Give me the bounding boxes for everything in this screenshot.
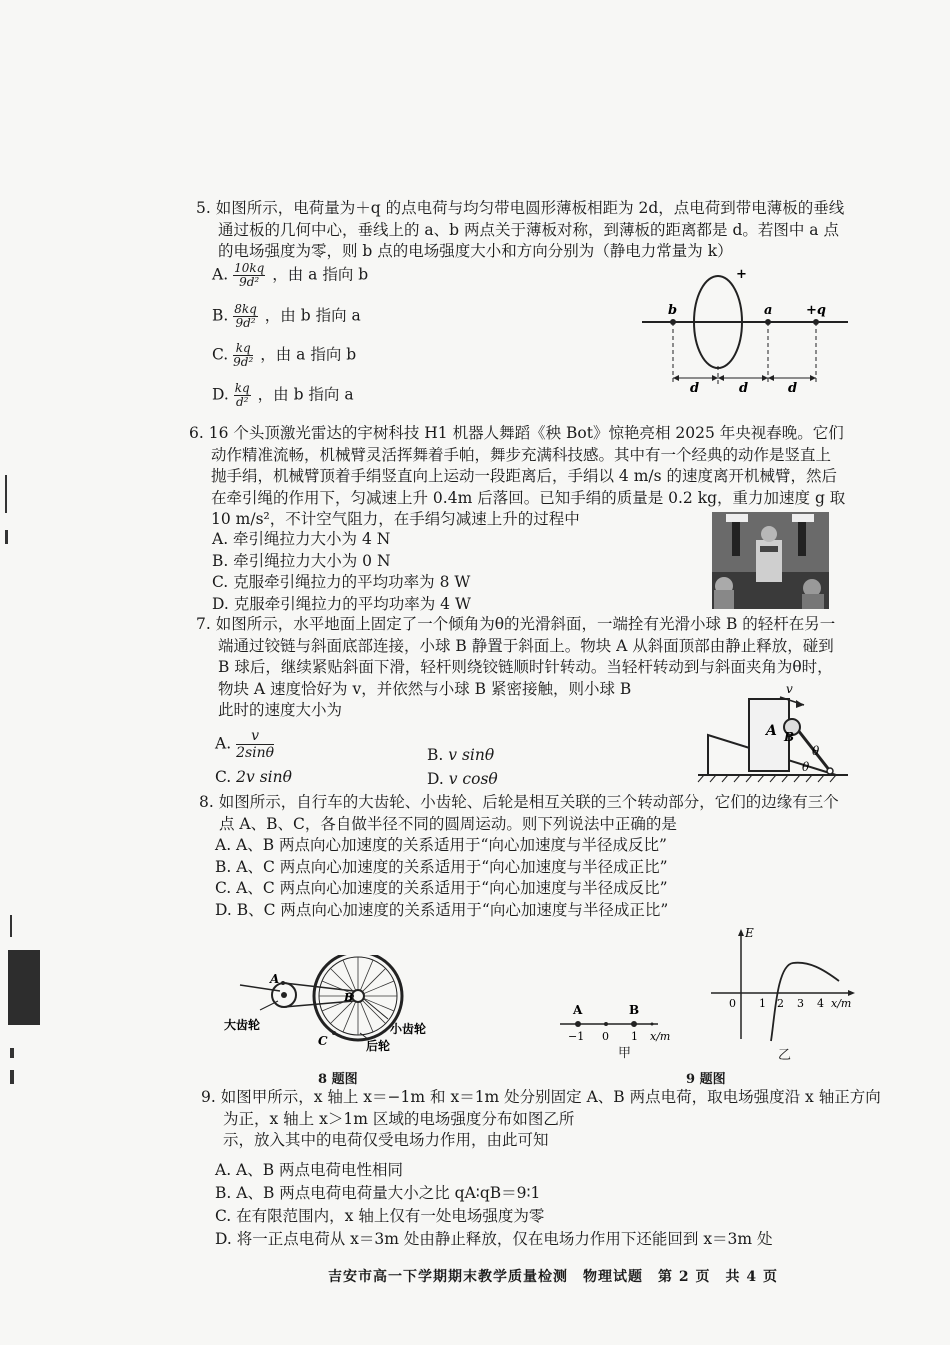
fraction: $\frac{kq}{\text{d²}}$ <box>234 381 250 409</box>
label-v: v <box>786 683 793 696</box>
q9-jia-label: 甲 <box>618 1046 632 1061</box>
question-9 <box>201 1087 881 1152</box>
label-b: B <box>344 991 354 1004</box>
q6-option-a: A. 牵引绳拉力大小为 4 N <box>212 530 391 548</box>
q6-option-b: B. 牵引绳拉力大小为 0 N <box>212 551 391 570</box>
q7-line: 7. 如图所示，水平地面上固定了一个倾角为θ的光滑斜面，一端拴有光滑小球 B 的轻杆在另一 <box>196 615 836 633</box>
label-rear-wheel: 后轮 <box>366 1039 391 1053</box>
tick-label: 0 <box>602 1030 609 1043</box>
q7-option-c: C. 2v sinθ <box>215 768 292 786</box>
q9-option-d: D. 将一正点电荷从 x＝3m 处由静止释放，仅在电场力作用下还能回到 x＝3m 处 <box>215 1230 773 1248</box>
q9-line: 9. 如图甲所示，x 轴上 x＝−1m 和 x＝1m 处分别固定 A、B 两点电荷，取电场强度沿 x 轴正方向 <box>201 1088 881 1106</box>
q5-option-a: A. $\frac{10kq}{\text{9d²}}$ ，由 a 指向 b <box>212 261 369 289</box>
q7-option-d: D. v cosθ <box>427 770 498 788</box>
q9-option-a: A. A、B 两点电荷电性相同 <box>215 1161 404 1179</box>
q6-line: 在牵引绳的作用下，匀减速上升 0.4m 后落回。已知手绢的质量是 0.2 kg，重力加速度 g 取 <box>211 488 846 507</box>
scan-mark <box>8 950 40 1025</box>
q6-line: 6. 16 个头顶激光雷达的宇树科技 H1 机器人舞蹈《秧 Bot》惊艳亮相 2025 年央视春晚。它们 <box>189 424 844 442</box>
q8-line: 点 A、B、C，各自做半径不同的圆周运动。则下列说法中正确的是 <box>219 814 677 833</box>
q6-options <box>212 529 471 615</box>
q5-option-d: D. $\frac{kq}{\text{d²}}$ ，由 b 指向 a <box>212 381 354 409</box>
question-5 <box>196 198 844 263</box>
label-b: B <box>629 1003 640 1017</box>
q7-line: 端通过铰链与斜面底部连接，小球 B 静置于斜面上。物块 A 从斜面顶部由静止释放，碰到 <box>218 636 834 655</box>
q7-line: 物块 A 速度恰好为 v，并依然与小球 B 紧密接触，则小球 B <box>218 679 632 698</box>
label-e: E <box>745 926 754 940</box>
q9-options <box>215 1159 773 1251</box>
scan-mark <box>10 1048 14 1058</box>
q6-line: 抛手绢，机械臂顶着手绢竖直向上运动一段距离后，手绢以 4 m/s 的速度离开机械臂，然后 <box>211 467 838 485</box>
q8-figure <box>220 955 440 1060</box>
question-8 <box>199 792 839 835</box>
q8-option-a: A. A、B 两点向心加速度的关系适用于“向心加速度与半径成反比” <box>215 836 667 854</box>
tick-label: 0 <box>729 997 736 1010</box>
q9-option-c: C. 在有限范围内，x 轴上仅有一处电场强度为零 <box>215 1207 545 1225</box>
q5-figure <box>640 266 855 396</box>
q8-options <box>215 835 668 921</box>
label-plus: + <box>736 267 747 282</box>
scan-mark <box>5 475 7 513</box>
page-footer: 吉安市高一下学期期末教学质量检测 物理试题 第 2 页 共 4 页 <box>328 1269 778 1285</box>
label-q: +q <box>806 303 826 318</box>
q5-line: 通过板的几何中心，垂线上的 a、b 两点关于薄板对称，到薄板的距离都是 d。若图中 a 点 <box>218 220 839 239</box>
q7-line: B 球后，继续紧贴斜面下滑，轻杆则绕铰链顺时针转动。当轻杆转动到与斜面夹角为θ时， <box>218 658 833 676</box>
label-b: b <box>668 303 678 318</box>
label-big-gear: 大齿轮 <box>224 1018 261 1032</box>
hinge <box>827 768 833 774</box>
q7-line: 此时的速度大小为 <box>218 701 343 719</box>
label-theta: θ <box>812 744 820 758</box>
label-d: d <box>788 381 798 396</box>
q8-option-d: D. B、C 两点向心加速度的关系适用于“向心加速度与半径成正比” <box>215 900 669 919</box>
axis-label: x/m <box>831 997 852 1010</box>
q5-option-b: B. $\frac{8kq}{\text{9d²}}$ ，由 b 指向 a <box>212 302 361 330</box>
q7-figure <box>696 683 856 783</box>
label-c: C <box>318 1034 328 1048</box>
scan-mark <box>5 530 8 544</box>
robot-dance-photo <box>712 512 829 609</box>
charge-a <box>575 1021 581 1027</box>
tick-label: 4 <box>817 997 824 1010</box>
tick-label: 1 <box>631 1030 638 1043</box>
q5-option-c: C. $\frac{kq}{\text{9d²}}$ ，由 a 指向 b <box>212 341 357 369</box>
tick-label: 2 <box>777 997 784 1010</box>
q8-line: 8. 如图所示，自行车的大齿轮、小齿轮、后轮是相互关联的三个转动部分，它们的边缘有三个 <box>199 793 839 811</box>
scan-mark <box>10 1070 14 1084</box>
q9-yi-label: 乙 <box>778 1048 792 1063</box>
label-a: a <box>764 303 773 318</box>
label-small-gear: 小齿轮 <box>390 1022 427 1036</box>
label-d: d <box>739 381 749 396</box>
q7-option-a: A. $\frac{v}{2\sin\theta}$ <box>215 728 275 761</box>
q9-line: 为正，x 轴上 x＞1m 区域的电场强度分布如图乙所 <box>223 1109 575 1128</box>
q8-caption: 8 题图 <box>318 1072 358 1087</box>
q5-line: 5. 如图所示，电荷量为＋q 的点电荷与均匀带电圆形薄板相距为 2d，点电荷到带电薄板的垂线 <box>196 199 845 217</box>
q5-line: 的电场强度为零，则 b 点的电场强度大小和方向分别为（静电力常量为 k） <box>218 242 733 260</box>
label-a: A <box>573 1003 583 1017</box>
q9-line: 示，放入其中的电荷仅受电场力作用，由此可知 <box>223 1131 549 1149</box>
tick-label: 1 <box>759 997 766 1010</box>
axis-label: x/m <box>650 1030 671 1043</box>
tick-label: −1 <box>568 1030 585 1043</box>
charge-b <box>631 1021 637 1027</box>
q6-line: 10 m/s²，不计空气阻力，在手绢匀减速上升的过程中 <box>211 510 580 528</box>
q8-option-c: C. A、C 两点向心加速度的关系适用于“向心加速度与半径成反比” <box>215 879 668 897</box>
label-a: A <box>270 972 280 986</box>
tick-label: 3 <box>797 997 804 1010</box>
q6-line: 动作精准流畅，机械臂灵活挥舞着手帕，舞步充满科技感。其中有一个经典的动作是竖直上 <box>211 445 832 464</box>
q8-option-b: B. A、C 两点向心加速度的关系适用于“向心加速度与半径成正比” <box>215 857 668 876</box>
label-b: B <box>784 730 795 744</box>
label-theta: θ <box>802 760 810 774</box>
fraction: $\frac{kq}{\text{9d²}}$ <box>233 341 254 369</box>
q9-option-b: B. A、B 两点电荷电荷量大小之比 qA∶qB＝9∶1 <box>215 1184 541 1202</box>
q6-option-c: C. 克服牵引绳拉力的平均功率为 8 W <box>212 573 471 591</box>
q9-figure-yi <box>705 925 865 1045</box>
fraction: $\frac{8kq}{\text{9d²}}$ <box>234 302 257 330</box>
q9-caption: 9 题图 <box>686 1072 726 1087</box>
label-a: A <box>766 723 777 739</box>
q6-option-d: D. 克服牵引绳拉力的平均功率为 4 W <box>212 594 471 613</box>
fraction: $\frac{v}{2\sin\theta}$ <box>236 728 275 761</box>
label-d: d <box>690 381 700 396</box>
scan-mark <box>10 915 12 937</box>
q7-option-b: B. v sinθ <box>427 746 495 764</box>
fraction: $\frac{10kq}{\text{9d²}}$ <box>234 261 265 289</box>
